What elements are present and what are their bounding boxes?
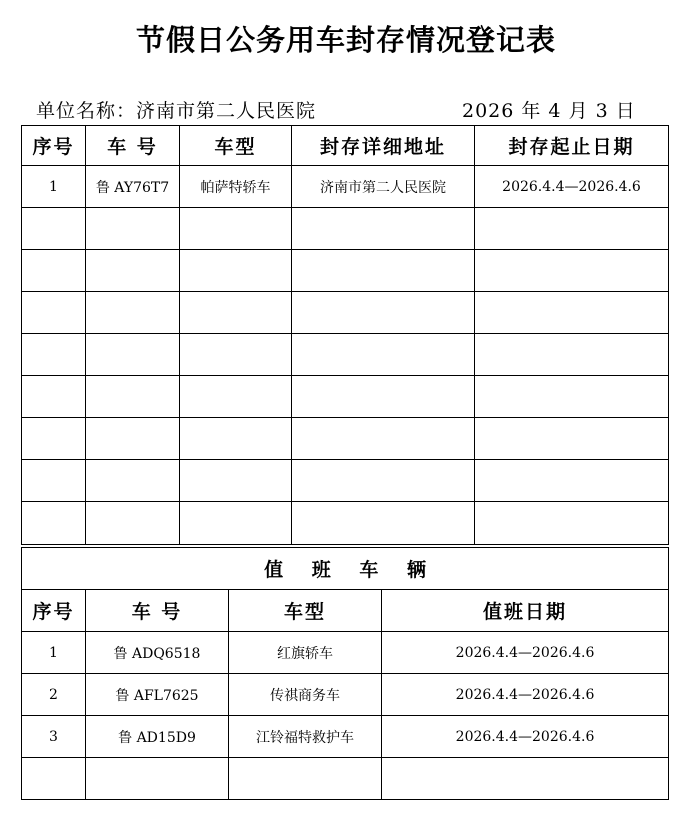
plate-cell: 鲁 ADQ6518 — [86, 632, 229, 674]
table-row — [22, 208, 669, 250]
plate-cell — [86, 418, 180, 460]
table-header-row — [22, 126, 669, 166]
index-cell — [22, 208, 86, 250]
model-cell — [180, 208, 292, 250]
model-cell: 帕萨特轿车 — [180, 166, 292, 208]
col-header-duty-date: 值班日期 — [382, 590, 669, 632]
col-header-plate: 车 号 — [86, 590, 229, 632]
col-header-index: 序号 — [22, 126, 86, 166]
duty-date-cell: 2026.4.4—2026.4.6 — [382, 716, 669, 758]
section-title-row — [22, 548, 669, 590]
col-header-period: 封存起止日期 — [475, 126, 669, 166]
col-header-model: 车型 — [180, 126, 292, 166]
address-cell — [292, 208, 475, 250]
duty-date-cell: 2026.4.4—2026.4.6 — [382, 632, 669, 674]
duty-date-cell — [382, 758, 669, 800]
index-cell: 2 — [22, 674, 86, 716]
index-cell — [22, 292, 86, 334]
plate-cell: 鲁 AFL7625 — [86, 674, 229, 716]
plate-cell — [86, 460, 180, 502]
address-cell — [292, 502, 475, 545]
index-cell: 1 — [22, 632, 86, 674]
plate-cell — [86, 208, 180, 250]
table-row — [22, 334, 669, 376]
index-cell — [22, 502, 86, 545]
plate-cell — [86, 292, 180, 334]
model-cell — [180, 418, 292, 460]
duty-section-title: 值 班 车 辆 — [22, 548, 669, 590]
plate-cell — [86, 334, 180, 376]
table-row — [22, 292, 669, 334]
table-row — [22, 376, 669, 418]
index-cell: 1 — [22, 166, 86, 208]
form-date: 2026 年 4 月 3 日 — [462, 100, 636, 122]
table-row — [22, 758, 669, 800]
index-cell — [22, 250, 86, 292]
model-cell: 红旗轿车 — [229, 632, 382, 674]
period-cell — [475, 292, 669, 334]
address-cell: 济南市第二人民医院 — [292, 166, 475, 208]
col-header-model: 车型 — [229, 590, 382, 632]
table-row — [22, 460, 669, 502]
period-cell — [475, 250, 669, 292]
sealed-vehicles-table — [21, 125, 669, 545]
table-row — [22, 418, 669, 460]
plate-cell — [86, 376, 180, 418]
plate-cell: 鲁 AY76T7 — [86, 166, 180, 208]
model-cell — [180, 292, 292, 334]
duty-vehicles-table — [21, 547, 669, 800]
index-cell — [22, 418, 86, 460]
page-title: 节假日公务用车封存情况登记表 — [135, 23, 556, 57]
model-cell: 江铃福特救护车 — [229, 716, 382, 758]
table-row — [22, 716, 669, 758]
table-row — [22, 166, 669, 208]
plate-cell — [86, 502, 180, 545]
address-cell — [292, 250, 475, 292]
index-cell — [22, 334, 86, 376]
model-cell: 传祺商务车 — [229, 674, 382, 716]
address-cell — [292, 418, 475, 460]
model-cell — [229, 758, 382, 800]
table-row — [22, 632, 669, 674]
model-cell — [180, 502, 292, 545]
period-cell — [475, 208, 669, 250]
address-cell — [292, 334, 475, 376]
plate-cell: 鲁 AD15D9 — [86, 716, 229, 758]
duty-date-cell: 2026.4.4—2026.4.6 — [382, 674, 669, 716]
col-header-plate: 车 号 — [86, 126, 180, 166]
address-cell — [292, 292, 475, 334]
plate-cell — [86, 758, 229, 800]
model-cell — [180, 250, 292, 292]
model-cell — [180, 334, 292, 376]
period-cell — [475, 334, 669, 376]
col-header-index: 序号 — [22, 590, 86, 632]
col-header-address: 封存详细地址 — [292, 126, 475, 166]
index-cell: 3 — [22, 716, 86, 758]
table-row — [22, 502, 669, 545]
index-cell — [22, 376, 86, 418]
index-cell — [22, 758, 86, 800]
period-cell — [475, 460, 669, 502]
address-cell — [292, 460, 475, 502]
period-cell — [475, 502, 669, 545]
model-cell — [180, 460, 292, 502]
plate-cell — [86, 250, 180, 292]
period-cell: 2026.4.4—2026.4.6 — [475, 166, 669, 208]
address-cell — [292, 376, 475, 418]
table-row — [22, 674, 669, 716]
model-cell — [180, 376, 292, 418]
period-cell — [475, 418, 669, 460]
table-row — [22, 250, 669, 292]
unit-name: 单位名称：济南市第二人民医院 — [36, 100, 317, 122]
period-cell — [475, 376, 669, 418]
table-header-row — [22, 590, 669, 632]
index-cell — [22, 460, 86, 502]
